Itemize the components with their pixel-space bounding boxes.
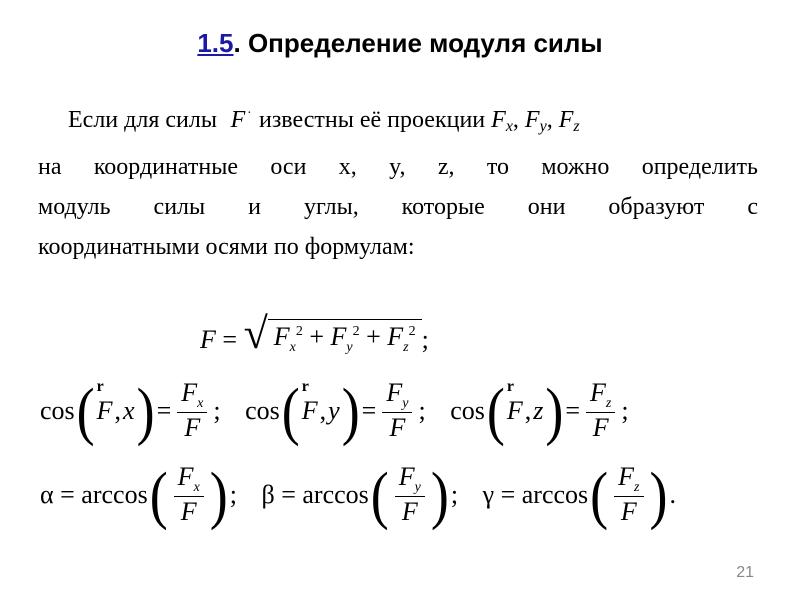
alpha-formula: α = arccos ( $\frac{F_x}{F}$ ) ; (40, 458, 237, 531)
slide-title (0, 28, 800, 59)
force-vector-symbol: F · (223, 100, 253, 140)
magnitude-formula: F = √ $F_x^2 + F_y^2 + F_z^2$ ; (200, 309, 429, 358)
cos-y-formula: cos ( r F , y ) = $\frac{F_y}{F}$ ; (245, 374, 426, 447)
line1-text-a: Если для силы (68, 107, 217, 133)
vector-arrow-icon: · (246, 106, 252, 121)
page-number: 21 (736, 564, 754, 581)
title-text: . Определение модуля силы (233, 28, 603, 58)
paragraph-line-3: модуль силы и углы, которые они образуют с (38, 194, 758, 220)
cos-z-formula: cos ( r F , z ) = $\frac{F_z}{F}$ ; (450, 374, 629, 447)
proj-fx: F (491, 107, 506, 133)
body-paragraph (38, 100, 758, 267)
cosine-formulas-row (40, 374, 760, 447)
gamma-formula: γ = arccos ( $\frac{F_z}{F}$ ) . (482, 458, 676, 531)
section-number-link[interactable]: 1.5 (197, 28, 234, 58)
proj-fy: F (524, 107, 540, 133)
cos-x-formula: cos ( r F , x ) = $\frac{F_x}{F}$ ; (40, 374, 221, 447)
paragraph-line-1: Если для силы F · известны её проекции Fx, Fy, Fz (38, 100, 758, 147)
paragraph-line-4: координатными осями по формулам: (38, 234, 415, 260)
arccos-formulas-row (40, 458, 760, 531)
paragraph-line-2: на координатные оси x, y, z, то можно определить (38, 154, 758, 180)
line1-text-b: известны её проекции (258, 107, 486, 133)
proj-fz: F (558, 107, 574, 133)
beta-formula: β = arccos ( $\frac{F_y}{F}$ ) ; (261, 458, 459, 531)
